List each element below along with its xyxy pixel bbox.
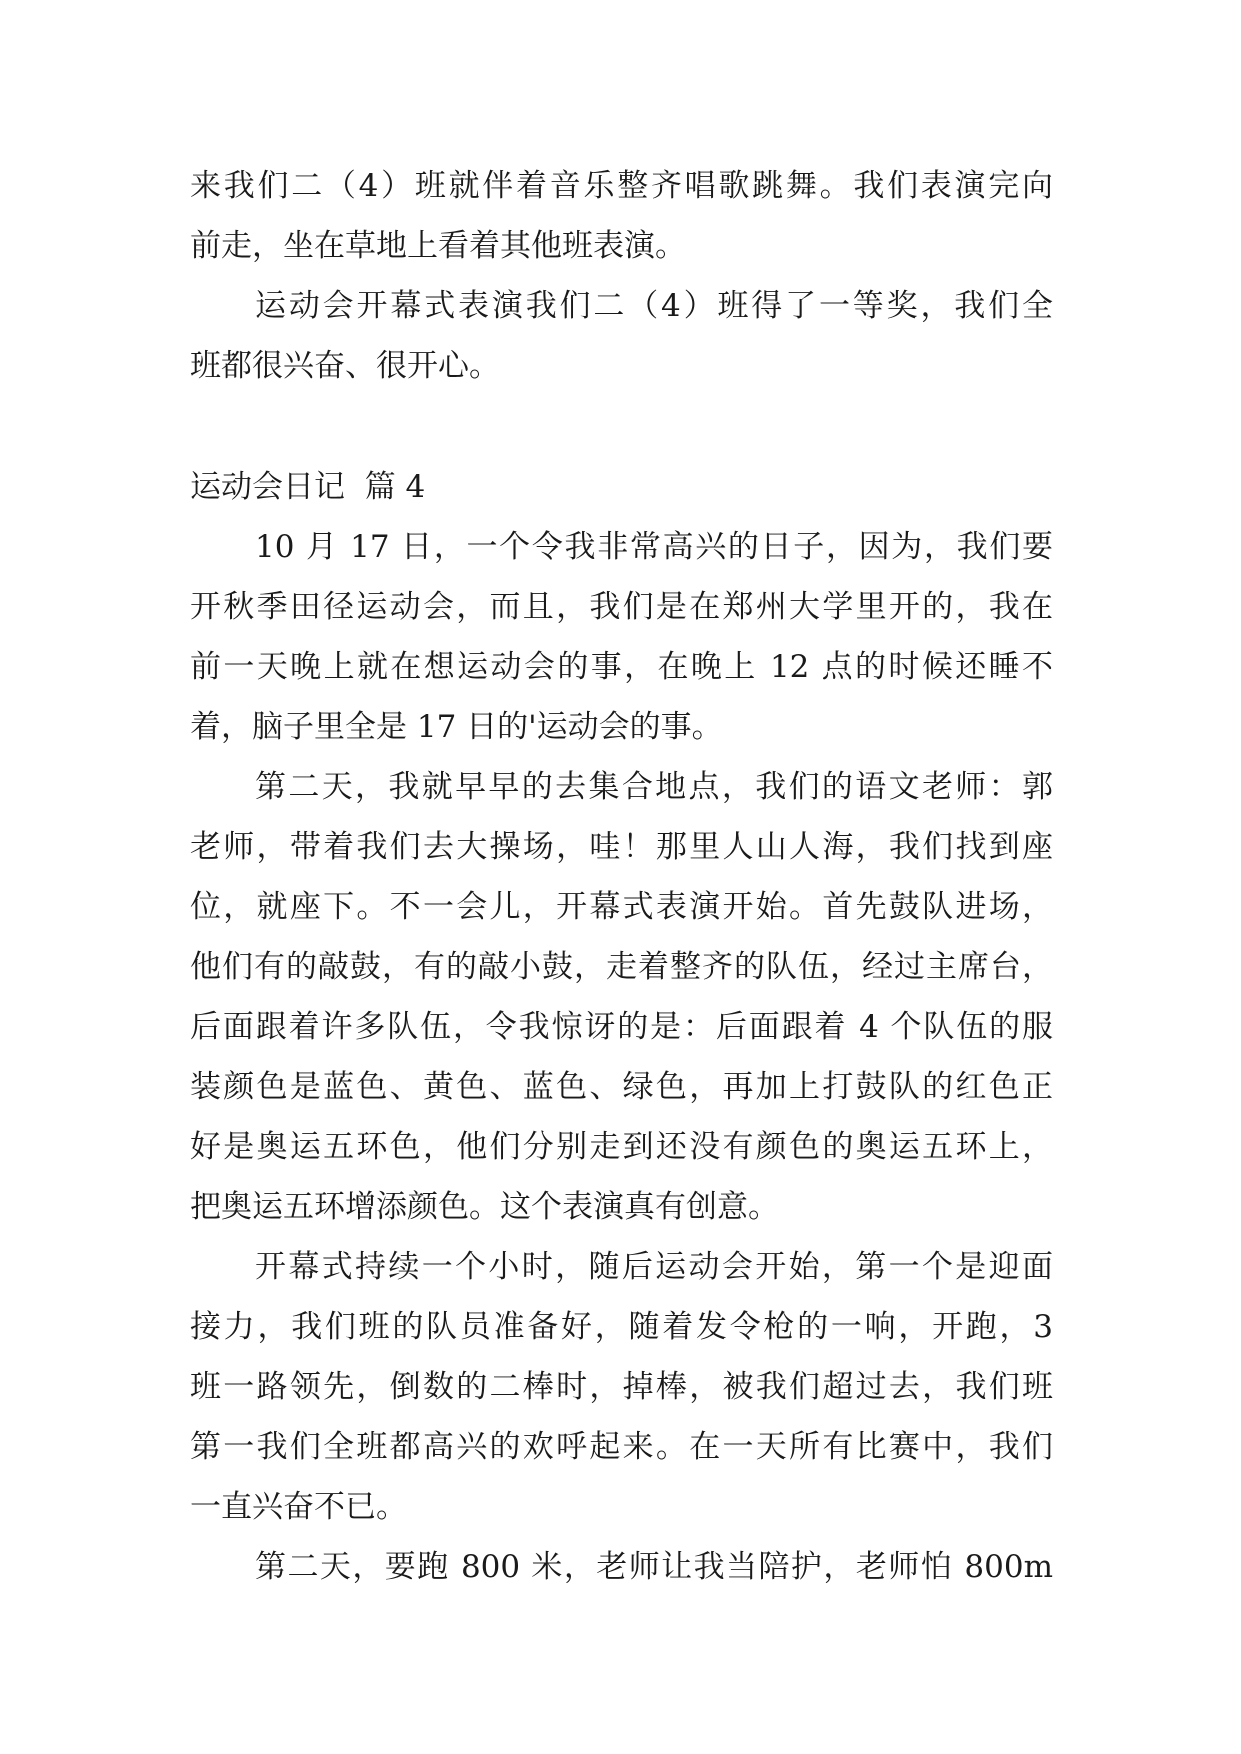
text-line: 接力，我们班的队员准备好，随着发令枪的一响，开跑，3 bbox=[190, 1309, 1053, 1345]
text-line: 他们有的敲鼓，有的敲小鼓，走着整齐的队伍，经过主席台， bbox=[190, 949, 1053, 985]
text-line: 前一天晚上就在想运动会的事，在晚上 12 点的时候还睡不 bbox=[190, 649, 1053, 685]
section-heading: 运动会日记 篇 4 bbox=[190, 469, 426, 505]
text-line: 10 月 17 日，一个令我非常高兴的日子，因为，我们要 bbox=[255, 529, 1053, 565]
text-line: 运动会开幕式表演我们二（4）班得了一等奖，我们全 bbox=[255, 288, 1053, 324]
text-line: 第二天，要跑 800 米，老师让我当陪护，老师怕 800m bbox=[255, 1549, 1053, 1585]
text-line: 装颜色是蓝色、黄色、蓝色、绿色，再加上打鼓队的红色正 bbox=[190, 1069, 1053, 1105]
text-line: 班一路领先，倒数的二棒时，掉棒，被我们超过去，我们班 bbox=[190, 1369, 1053, 1405]
text-line: 第二天，我就早早的去集合地点，我们的语文老师：郭 bbox=[255, 769, 1053, 805]
text-line: 班都很兴奋、很开心。 bbox=[190, 348, 500, 384]
text-line: 好是奥运五环色，他们分别走到还没有颜色的奥运五环上， bbox=[190, 1129, 1053, 1165]
text-line: 开秋季田径运动会，而且，我们是在郑州大学里开的，我在 bbox=[190, 589, 1053, 625]
text-line: 开幕式持续一个小时，随后运动会开始，第一个是迎面 bbox=[255, 1249, 1053, 1285]
text-line: 位，就座下。不一会儿，开幕式表演开始。首先鼓队进场， bbox=[190, 889, 1053, 925]
text-line: 第一我们全班都高兴的欢呼起来。在一天所有比赛中，我们 bbox=[190, 1429, 1053, 1465]
text-line: 一直兴奋不已。 bbox=[190, 1489, 407, 1525]
text-line: 来我们二（4）班就伴着音乐整齐唱歌跳舞。我们表演完向 bbox=[190, 168, 1053, 204]
text-line: 把奥运五环增添颜色。这个表演真有创意。 bbox=[190, 1189, 779, 1225]
text-line: 着，脑子里全是 17 日的'运动会的事。 bbox=[190, 709, 723, 745]
text-line: 后面跟着许多队伍，令我惊讶的是：后面跟着 4 个队伍的服 bbox=[190, 1009, 1053, 1045]
text-line: 老师，带着我们去大操场，哇！那里人山人海，我们找到座 bbox=[190, 829, 1053, 865]
text-line: 前走，坐在草地上看着其他班表演。 bbox=[190, 228, 686, 264]
